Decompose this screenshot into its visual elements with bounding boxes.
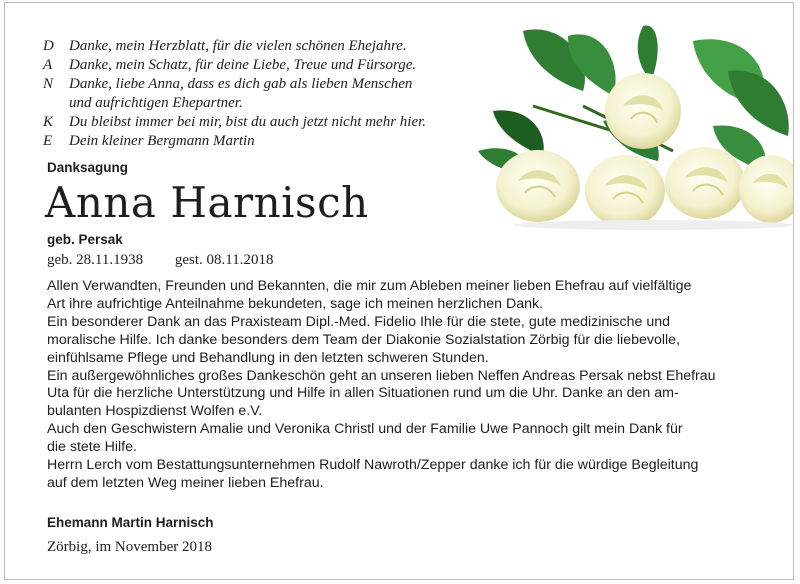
text-line: Uta für die herzliche Unterstützung und Hilfe in allen Situationen rund um die Uhr. Danke an den am- — [47, 385, 679, 402]
obituary-notice — [4, 2, 794, 580]
text-line: einfühlsame Pflege und Behandlung in den letzten schweren Stunden. — [47, 349, 489, 366]
acrostic-letter: K — [43, 114, 54, 130]
acrostic-text: Danke, liebe Anna, dass es dich gab als lieben Menschen — [69, 76, 413, 92]
acrostic-line — [43, 113, 523, 132]
acrostic-line — [43, 75, 523, 94]
text-line: Auch den Geschwistern Amalie und Veronika Christl und der Familie Uwe Pannoch gilt mein Dank für — [47, 421, 683, 438]
acrostic-letter: N — [43, 76, 54, 92]
text-line: auf dem letzten Weg meiner lieben Ehefrau. — [47, 474, 324, 491]
text-line: Allen Verwandten, Freunden und Bekannten, die mir zum Ableben meiner lieben Ehefrau auf vielfältige — [47, 278, 692, 294]
acrostic-poem — [43, 37, 523, 151]
death-date: gest. 08.11.2018 — [174, 252, 274, 268]
acrostic-text: Danke, mein Herzblatt, für die vielen schönen Ehejahre. — [69, 38, 407, 54]
text-line: moralische Hilfe. Ich danke besonders dem Team der Diakonie Sozialstation Zörbig für die liebevolle, — [47, 331, 680, 348]
acrostic-line — [43, 132, 523, 151]
acrostic-letter: E — [43, 133, 53, 149]
life-dates — [47, 252, 273, 269]
acrostic-line — [43, 56, 523, 75]
text-line: bulanten Hospizdienst Wolfen e.V. — [47, 403, 263, 420]
birth-date: geb. 28.11.1938 — [47, 252, 144, 268]
acrostic-text: Danke, mein Schatz, für deine Liebe, Treue und Fürsorge. — [69, 57, 417, 73]
text-line: Ein besonderer Dank an das Praxisteam Dipl.-Med. Fidelio Ihle für die stete, gute medizinische und — [47, 313, 670, 330]
place-and-date: Zörbig, im November 2018 — [47, 539, 212, 555]
acrostic-line — [43, 94, 523, 113]
text-line: Herrn Lerch vom Bestattungsunternehmen Rudolf Nawroth/Zepper danke ich für die würdige Begleitung — [47, 457, 699, 474]
acrostic-text: Dein kleiner Bergmann Martin — [69, 133, 255, 149]
acrostic-text: und aufrichtigen Ehepartner. — [69, 95, 243, 111]
acrostic-line — [43, 37, 523, 56]
birth-name: geb. Persak — [47, 232, 123, 247]
thank-you-text — [47, 278, 787, 493]
acrostic-letter: D — [43, 38, 54, 54]
white-roses-image — [473, 11, 793, 231]
signer-name: Ehemann Martin Harnisch — [47, 515, 214, 530]
text-line: Ein außergewöhnliches großes Dankeschön geht an unseren lieben Neffen Andreas Persak nebst Ehefrau — [47, 367, 716, 384]
rose-icon — [739, 155, 793, 223]
acrostic-text: Du bleibst immer bei mir, bist du auch jetzt nicht mehr hier. — [69, 114, 427, 130]
rose-icon — [665, 147, 745, 219]
deceased-name: Anna Harnisch — [45, 178, 369, 227]
text-line: Art ihre aufrichtige Anteilnahme bekundeten, sage ich meinen herzlichen Dank. — [47, 295, 544, 312]
rose-icon — [496, 150, 580, 222]
text-line: die stete Hilfe. — [47, 439, 137, 456]
heading-danksagung: Danksagung — [47, 160, 129, 175]
rose-icon — [605, 73, 681, 149]
acrostic-letter: A — [43, 57, 53, 73]
rose-icon — [585, 155, 665, 227]
